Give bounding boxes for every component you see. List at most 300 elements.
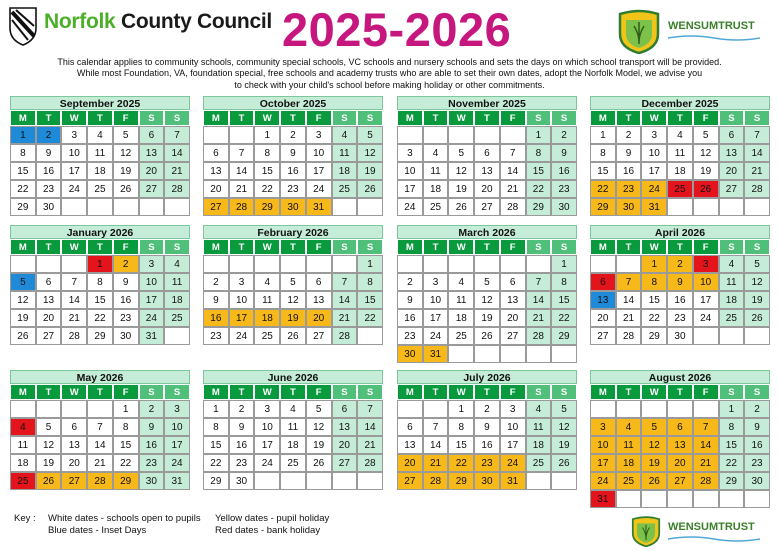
week-row (590, 198, 770, 216)
month-september-2025 (10, 96, 190, 216)
calendar-day: 4 (87, 126, 113, 144)
calendar-day: 9 (203, 291, 229, 309)
week-row (203, 418, 383, 436)
calendar-day: 2 (616, 126, 642, 144)
calendar-day: 16 (36, 162, 62, 180)
calendar-day: 29 (87, 327, 113, 345)
week-row (203, 400, 383, 418)
calendar-day: 17 (254, 436, 280, 454)
empty-cell (719, 490, 745, 508)
calendar-day: 26 (693, 180, 719, 198)
calendar-day: 28 (87, 472, 113, 490)
calendar-day: 14 (87, 436, 113, 454)
calendar-day: 1 (254, 126, 280, 144)
calendar-day: 27 (332, 454, 358, 472)
calendar-day: 13 (203, 162, 229, 180)
calendar-day: 8 (357, 273, 383, 291)
weekday-header: T (423, 110, 449, 126)
calendar-day: 23 (667, 309, 693, 327)
calendar-day: 27 (397, 472, 423, 490)
weekday-header: T (87, 239, 113, 255)
week-row (203, 327, 383, 345)
empty-cell (61, 400, 87, 418)
calendar-day: 5 (448, 144, 474, 162)
calendar-day: 10 (500, 418, 526, 436)
calendar-day: 23 (229, 454, 255, 472)
weekday-header: F (693, 110, 719, 126)
month-title: September 2025 (10, 96, 190, 110)
calendar-day: 2 (229, 400, 255, 418)
empty-cell (500, 255, 526, 273)
calendar-day: 7 (423, 418, 449, 436)
calendar-day: 25 (448, 327, 474, 345)
calendar-day: 29 (203, 472, 229, 490)
footer-trust-name: WENSUMTRUST (668, 521, 755, 533)
empty-cell (306, 472, 332, 490)
calendar-day: 2 (474, 400, 500, 418)
week-row (10, 418, 190, 436)
calendar-day: 12 (448, 162, 474, 180)
calendar-day: 6 (719, 126, 745, 144)
calendar-day: 11 (10, 436, 36, 454)
weekday-header: F (113, 110, 139, 126)
calendar-day: 18 (719, 291, 745, 309)
calendar-day: 13 (590, 291, 616, 309)
empty-cell (423, 255, 449, 273)
calendar-day: 9 (397, 291, 423, 309)
calendar-day: 29 (10, 198, 36, 216)
calendar-day: 22 (254, 180, 280, 198)
calendar-day: 4 (719, 255, 745, 273)
calendar-day: 23 (36, 180, 62, 198)
week-row (590, 472, 770, 490)
calendar-day: 15 (254, 162, 280, 180)
empty-cell (229, 255, 255, 273)
calendar-day: 20 (36, 309, 62, 327)
weekday-header: T (616, 239, 642, 255)
month-title: June 2026 (203, 370, 383, 384)
calendar-day: 11 (332, 144, 358, 162)
calendar-day: 20 (61, 454, 87, 472)
calendar-day: 31 (306, 198, 332, 216)
calendar-day: 20 (306, 309, 332, 327)
empty-cell (113, 198, 139, 216)
week-row (590, 126, 770, 144)
calendar-day: 24 (306, 180, 332, 198)
empty-cell (551, 472, 577, 490)
calendar-day: 11 (254, 291, 280, 309)
week-row (397, 400, 577, 418)
calendar-day: 8 (203, 418, 229, 436)
weekday-header: S (357, 239, 383, 255)
calendar-day: 4 (10, 418, 36, 436)
calendar-day: 12 (357, 144, 383, 162)
calendar-day: 31 (590, 490, 616, 508)
weekday-header: M (397, 384, 423, 400)
week-row (397, 454, 577, 472)
calendar-day: 6 (203, 144, 229, 162)
weekday-header: M (397, 110, 423, 126)
calendar-day: 18 (87, 162, 113, 180)
weekday-header: F (306, 110, 332, 126)
week-row (10, 126, 190, 144)
footer-school-crest-logo (630, 515, 662, 547)
calendar-day: 11 (164, 273, 190, 291)
calendar-day: 20 (332, 436, 358, 454)
weekday-header-row (203, 239, 383, 255)
week-row (203, 291, 383, 309)
weekday-header: S (551, 384, 577, 400)
calendar-day: 20 (139, 162, 165, 180)
empty-cell (526, 255, 552, 273)
calendar-day: 17 (641, 162, 667, 180)
calendar-day: 16 (474, 436, 500, 454)
calendar-day: 11 (719, 273, 745, 291)
calendar-day: 15 (448, 436, 474, 454)
council-name (44, 10, 272, 34)
empty-cell (719, 327, 745, 345)
weekday-header: F (500, 110, 526, 126)
calendar-day: 10 (397, 162, 423, 180)
week-row (590, 291, 770, 309)
calendar-day: 20 (203, 180, 229, 198)
empty-cell (332, 255, 358, 273)
calendar-day: 20 (590, 309, 616, 327)
key-yellow: Yellow dates - pupil holiday (215, 513, 330, 524)
calendar-day: 22 (113, 454, 139, 472)
calendar-day: 3 (500, 400, 526, 418)
calendar-day: 15 (10, 162, 36, 180)
empty-cell (357, 472, 383, 490)
week-row (10, 436, 190, 454)
calendar-day: 10 (590, 436, 616, 454)
weekday-header: W (61, 384, 87, 400)
empty-cell (203, 255, 229, 273)
calendar-day: 13 (397, 436, 423, 454)
calendar-day: 23 (280, 180, 306, 198)
calendar-day: 5 (357, 126, 383, 144)
calendar-day: 19 (744, 291, 770, 309)
calendar-day: 15 (719, 436, 745, 454)
calendar-day: 27 (203, 198, 229, 216)
weekday-header: T (474, 384, 500, 400)
week-row (397, 162, 577, 180)
weekday-header: T (280, 239, 306, 255)
month-title: January 2026 (10, 225, 190, 239)
calendar-day: 8 (113, 418, 139, 436)
empty-cell (641, 400, 667, 418)
week-row (10, 144, 190, 162)
empty-cell (744, 198, 770, 216)
weekday-header: T (87, 110, 113, 126)
calendar-day: 18 (164, 291, 190, 309)
calendar-day: 22 (641, 309, 667, 327)
calendar-day: 15 (87, 291, 113, 309)
weekday-header: T (423, 384, 449, 400)
calendar-day: 10 (693, 273, 719, 291)
weekday-header: S (551, 110, 577, 126)
calendar-day: 18 (423, 180, 449, 198)
calendar-day: 25 (719, 309, 745, 327)
calendar-day: 22 (87, 309, 113, 327)
empty-cell (87, 400, 113, 418)
calendar-day: 16 (229, 436, 255, 454)
calendar-day: 22 (551, 309, 577, 327)
calendar-day: 19 (306, 436, 332, 454)
calendar-day: 21 (229, 180, 255, 198)
week-row (590, 436, 770, 454)
week-row (203, 472, 383, 490)
calendar-day: 23 (203, 327, 229, 345)
empty-cell (590, 400, 616, 418)
calendar-day: 9 (36, 144, 62, 162)
calendar-day: 3 (61, 126, 87, 144)
weekday-header-row (590, 239, 770, 255)
calendar-day: 10 (164, 418, 190, 436)
weekday-header: T (36, 110, 62, 126)
calendar-day: 1 (719, 400, 745, 418)
calendar-day: 10 (254, 418, 280, 436)
weekday-header: T (280, 384, 306, 400)
calendar-day: 5 (10, 273, 36, 291)
calendar-day: 18 (448, 309, 474, 327)
calendar-day: 29 (551, 327, 577, 345)
weekday-header: F (500, 384, 526, 400)
calendar-day: 23 (397, 327, 423, 345)
week-row (10, 180, 190, 198)
calendar-day: 26 (448, 198, 474, 216)
weekday-header: W (641, 239, 667, 255)
calendar-day: 8 (254, 144, 280, 162)
week-row (590, 273, 770, 291)
empty-cell (474, 345, 500, 363)
calendar-day: 12 (280, 291, 306, 309)
calendar-day: 19 (280, 309, 306, 327)
calendar-day: 13 (61, 436, 87, 454)
calendar-day: 18 (332, 162, 358, 180)
trust-wave-graphic (668, 34, 760, 42)
calendar-day: 19 (448, 180, 474, 198)
calendar-day: 22 (10, 180, 36, 198)
calendar-day: 21 (616, 309, 642, 327)
weekday-header: T (280, 110, 306, 126)
weekday-header: W (61, 110, 87, 126)
calendar-day: 27 (719, 180, 745, 198)
week-row (397, 255, 577, 273)
calendar-day: 5 (474, 273, 500, 291)
calendar-day: 4 (280, 400, 306, 418)
month-title: February 2026 (203, 225, 383, 239)
calendar-day: 5 (641, 418, 667, 436)
calendar-day: 21 (693, 454, 719, 472)
week-row (397, 291, 577, 309)
week-row (590, 418, 770, 436)
weekday-header: T (667, 110, 693, 126)
weekday-header: S (526, 384, 552, 400)
calendar-day: 27 (139, 180, 165, 198)
weekday-header: F (306, 239, 332, 255)
calendar-day: 16 (616, 162, 642, 180)
calendar-day: 8 (551, 273, 577, 291)
calendar-day: 16 (744, 436, 770, 454)
calendar-day: 25 (332, 180, 358, 198)
calendar-day: 21 (744, 162, 770, 180)
empty-cell (61, 255, 87, 273)
calendar-day: 26 (744, 309, 770, 327)
calendar-day: 31 (164, 472, 190, 490)
weekday-header: T (667, 384, 693, 400)
calendar-day: 14 (229, 162, 255, 180)
footer-trust-wave-graphic (668, 535, 760, 543)
calendar-day: 17 (61, 162, 87, 180)
weekday-header: T (423, 239, 449, 255)
calendar-day: 3 (693, 255, 719, 273)
calendar-day: 23 (616, 180, 642, 198)
month-april-2026 (590, 225, 770, 345)
empty-cell (526, 345, 552, 363)
week-row (10, 291, 190, 309)
calendar-day: 14 (357, 418, 383, 436)
calendar-day: 25 (526, 454, 552, 472)
calendar-day: 28 (423, 472, 449, 490)
weekday-header: M (203, 239, 229, 255)
calendar-day: 5 (306, 400, 332, 418)
calendar-day: 6 (36, 273, 62, 291)
calendar-day: 30 (139, 472, 165, 490)
calendar-day: 16 (397, 309, 423, 327)
week-row (10, 255, 190, 273)
empty-cell (551, 345, 577, 363)
calendar-day: 15 (357, 291, 383, 309)
weekday-header: M (10, 239, 36, 255)
calendar-day: 19 (36, 454, 62, 472)
month-title: March 2026 (397, 225, 577, 239)
calendar-day: 30 (616, 198, 642, 216)
week-row (203, 198, 383, 216)
calendar-day: 27 (474, 198, 500, 216)
calendar-day: 4 (526, 400, 552, 418)
week-row (397, 345, 577, 363)
calendar-day: 21 (500, 180, 526, 198)
calendar-day: 12 (744, 273, 770, 291)
calendar-day: 2 (551, 126, 577, 144)
calendar-day: 14 (61, 291, 87, 309)
weekday-header: F (306, 384, 332, 400)
calendar-day: 16 (113, 291, 139, 309)
calendar-day: 6 (397, 418, 423, 436)
calendar-day: 30 (744, 472, 770, 490)
calendar-day: 23 (113, 309, 139, 327)
calendar-day: 4 (667, 126, 693, 144)
calendar-day: 24 (61, 180, 87, 198)
calendar-day: 25 (10, 472, 36, 490)
empty-cell (87, 198, 113, 216)
weekday-header: F (693, 239, 719, 255)
empty-cell (526, 472, 552, 490)
calendar-day: 20 (719, 162, 745, 180)
month-title: April 2026 (590, 225, 770, 239)
calendar-day: 19 (474, 309, 500, 327)
calendar-day: 21 (61, 309, 87, 327)
calendar-day: 25 (87, 180, 113, 198)
weekday-header: S (357, 384, 383, 400)
calendar-day: 13 (332, 418, 358, 436)
calendar-day: 13 (36, 291, 62, 309)
calendar-day: 17 (229, 309, 255, 327)
weekday-header: W (254, 384, 280, 400)
empty-cell (397, 400, 423, 418)
empty-cell (448, 255, 474, 273)
calendar-day: 15 (113, 436, 139, 454)
weekday-header: M (203, 384, 229, 400)
calendar-day: 30 (667, 327, 693, 345)
calendar-day: 29 (113, 472, 139, 490)
week-row (203, 126, 383, 144)
calendar-day: 10 (61, 144, 87, 162)
calendar-day: 17 (139, 291, 165, 309)
empty-cell (448, 345, 474, 363)
weekday-header: T (616, 110, 642, 126)
school-crest-logo (616, 8, 662, 54)
weekday-header-row (397, 384, 577, 400)
calendar-day: 29 (641, 327, 667, 345)
calendar-day: 7 (526, 273, 552, 291)
calendar-day: 1 (10, 126, 36, 144)
empty-cell (474, 126, 500, 144)
calendar-day: 11 (280, 418, 306, 436)
month-title: December 2025 (590, 96, 770, 110)
calendar-day: 5 (36, 418, 62, 436)
calendar-day: 25 (164, 309, 190, 327)
calendar-day: 13 (719, 144, 745, 162)
calendar-day: 25 (616, 472, 642, 490)
month-february-2026 (203, 225, 383, 345)
month-november-2025 (397, 96, 577, 216)
calendar-day: 14 (332, 291, 358, 309)
calendar-day: 17 (423, 309, 449, 327)
calendar-day: 24 (500, 454, 526, 472)
empty-cell (719, 198, 745, 216)
calendar-day: 12 (474, 291, 500, 309)
calendar-day: 25 (280, 454, 306, 472)
empty-cell (641, 490, 667, 508)
calendar-day: 14 (744, 144, 770, 162)
month-title: November 2025 (397, 96, 577, 110)
calendar-day: 27 (667, 472, 693, 490)
empty-cell (693, 198, 719, 216)
calendar-day: 21 (164, 162, 190, 180)
calendar-day: 20 (667, 454, 693, 472)
weekday-header: T (36, 384, 62, 400)
calendar-day: 19 (10, 309, 36, 327)
intro-line-2: While most Foundation, VA, foundation special, free schools and academy trusts who are able to set their own dates, adopt the Norfolk Model, we advise you (76, 68, 703, 79)
empty-cell (616, 255, 642, 273)
month-title: July 2026 (397, 370, 577, 384)
weekday-header: T (229, 110, 255, 126)
week-row (397, 180, 577, 198)
council-name-part2: County Council (120, 10, 272, 33)
week-row (397, 436, 577, 454)
calendar-day: 28 (744, 180, 770, 198)
calendar-day: 2 (397, 273, 423, 291)
calendar-day: 15 (551, 291, 577, 309)
calendar-day: 30 (280, 198, 306, 216)
calendar-day: 5 (693, 126, 719, 144)
calendar-day: 25 (667, 180, 693, 198)
calendar-day: 24 (693, 309, 719, 327)
empty-cell (280, 255, 306, 273)
weekday-header: F (113, 384, 139, 400)
